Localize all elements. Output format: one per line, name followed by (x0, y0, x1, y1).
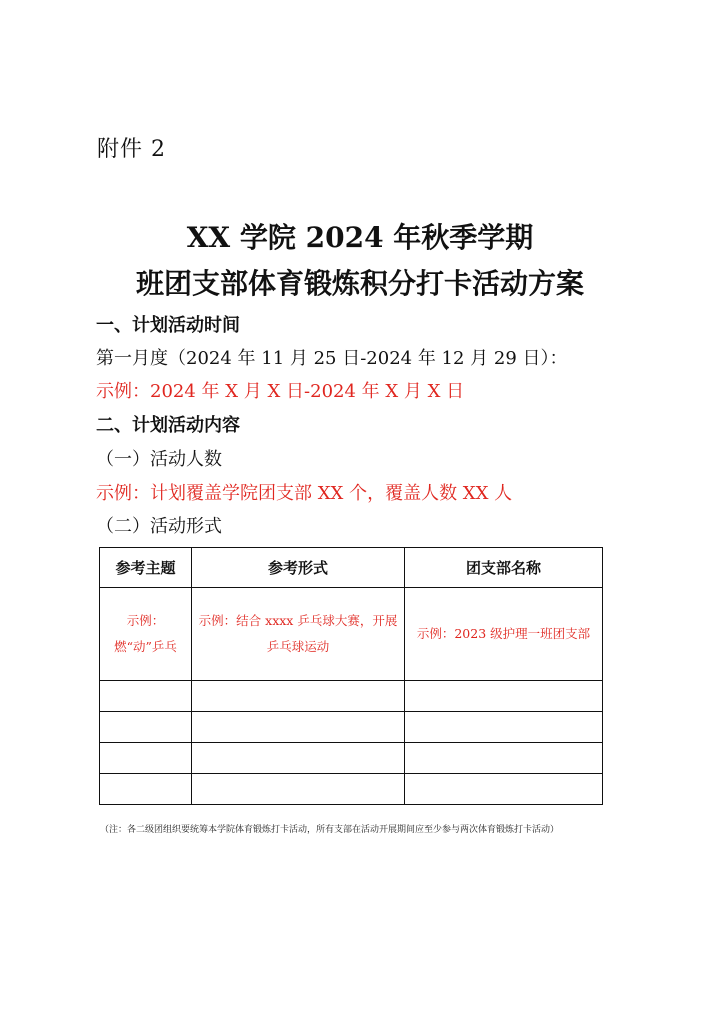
table-cell (192, 681, 405, 712)
table-cell-theme: 示例：燃“动”乒乓 (100, 588, 192, 681)
table-cell (405, 712, 603, 743)
section2-heading: 二、计划活动内容 (96, 415, 240, 436)
document-title-line2: 班团支部体育锻炼积分打卡活动方案 (135, 267, 584, 300)
table-cell-form: 示例：结合 xxxx 乒乓球大赛，开展乒乓球运动 (192, 588, 405, 681)
section1-text: 第一月度（2024 年 11 月 25 日-2024 年 12 月 29 日）： (96, 348, 568, 369)
table-cell (405, 681, 603, 712)
table-cell (100, 743, 192, 774)
attachment-label: 附件 2 (97, 137, 166, 162)
table-header-row (100, 548, 603, 588)
document-title-line1: XX 学院 2024 年秋季学期 (186, 221, 534, 254)
table-cell (405, 743, 603, 774)
footnote: （注：各二级团组织要统筹本学院体育锻炼打卡活动，所有支部在活动开展期间应至少参与两次体育锻炼打卡活动） (100, 825, 560, 835)
table-row (100, 681, 603, 712)
table-header-theme: 参考主题 (100, 548, 192, 588)
table-cell (405, 774, 603, 805)
section2-sub2: （二）活动形式 (96, 516, 222, 537)
table-row (100, 774, 603, 805)
activity-plan-table (99, 547, 603, 805)
section2-sub1: （一）活动人数 (96, 449, 222, 470)
table-header-form: 参考形式 (192, 548, 405, 588)
table-cell (192, 743, 405, 774)
table-example-row (100, 588, 603, 681)
table-cell (100, 681, 192, 712)
table-cell (100, 712, 192, 743)
table-cell-branch: 示例：2023 级护理一班团支部 (405, 588, 603, 681)
table-cell (100, 774, 192, 805)
table-row (100, 712, 603, 743)
table-cell (192, 712, 405, 743)
section1-example: 示例：2024 年 X 月 X 日-2024 年 X 月 X 日 (96, 381, 465, 402)
table-header-branch: 团支部名称 (405, 548, 603, 588)
table-row (100, 743, 603, 774)
table-cell (192, 774, 405, 805)
section1-heading: 一、计划活动时间 (96, 315, 240, 336)
section2-sub1-example: 示例：计划覆盖学院团支部 XX 个，覆盖人数 XX 人 (96, 483, 513, 504)
